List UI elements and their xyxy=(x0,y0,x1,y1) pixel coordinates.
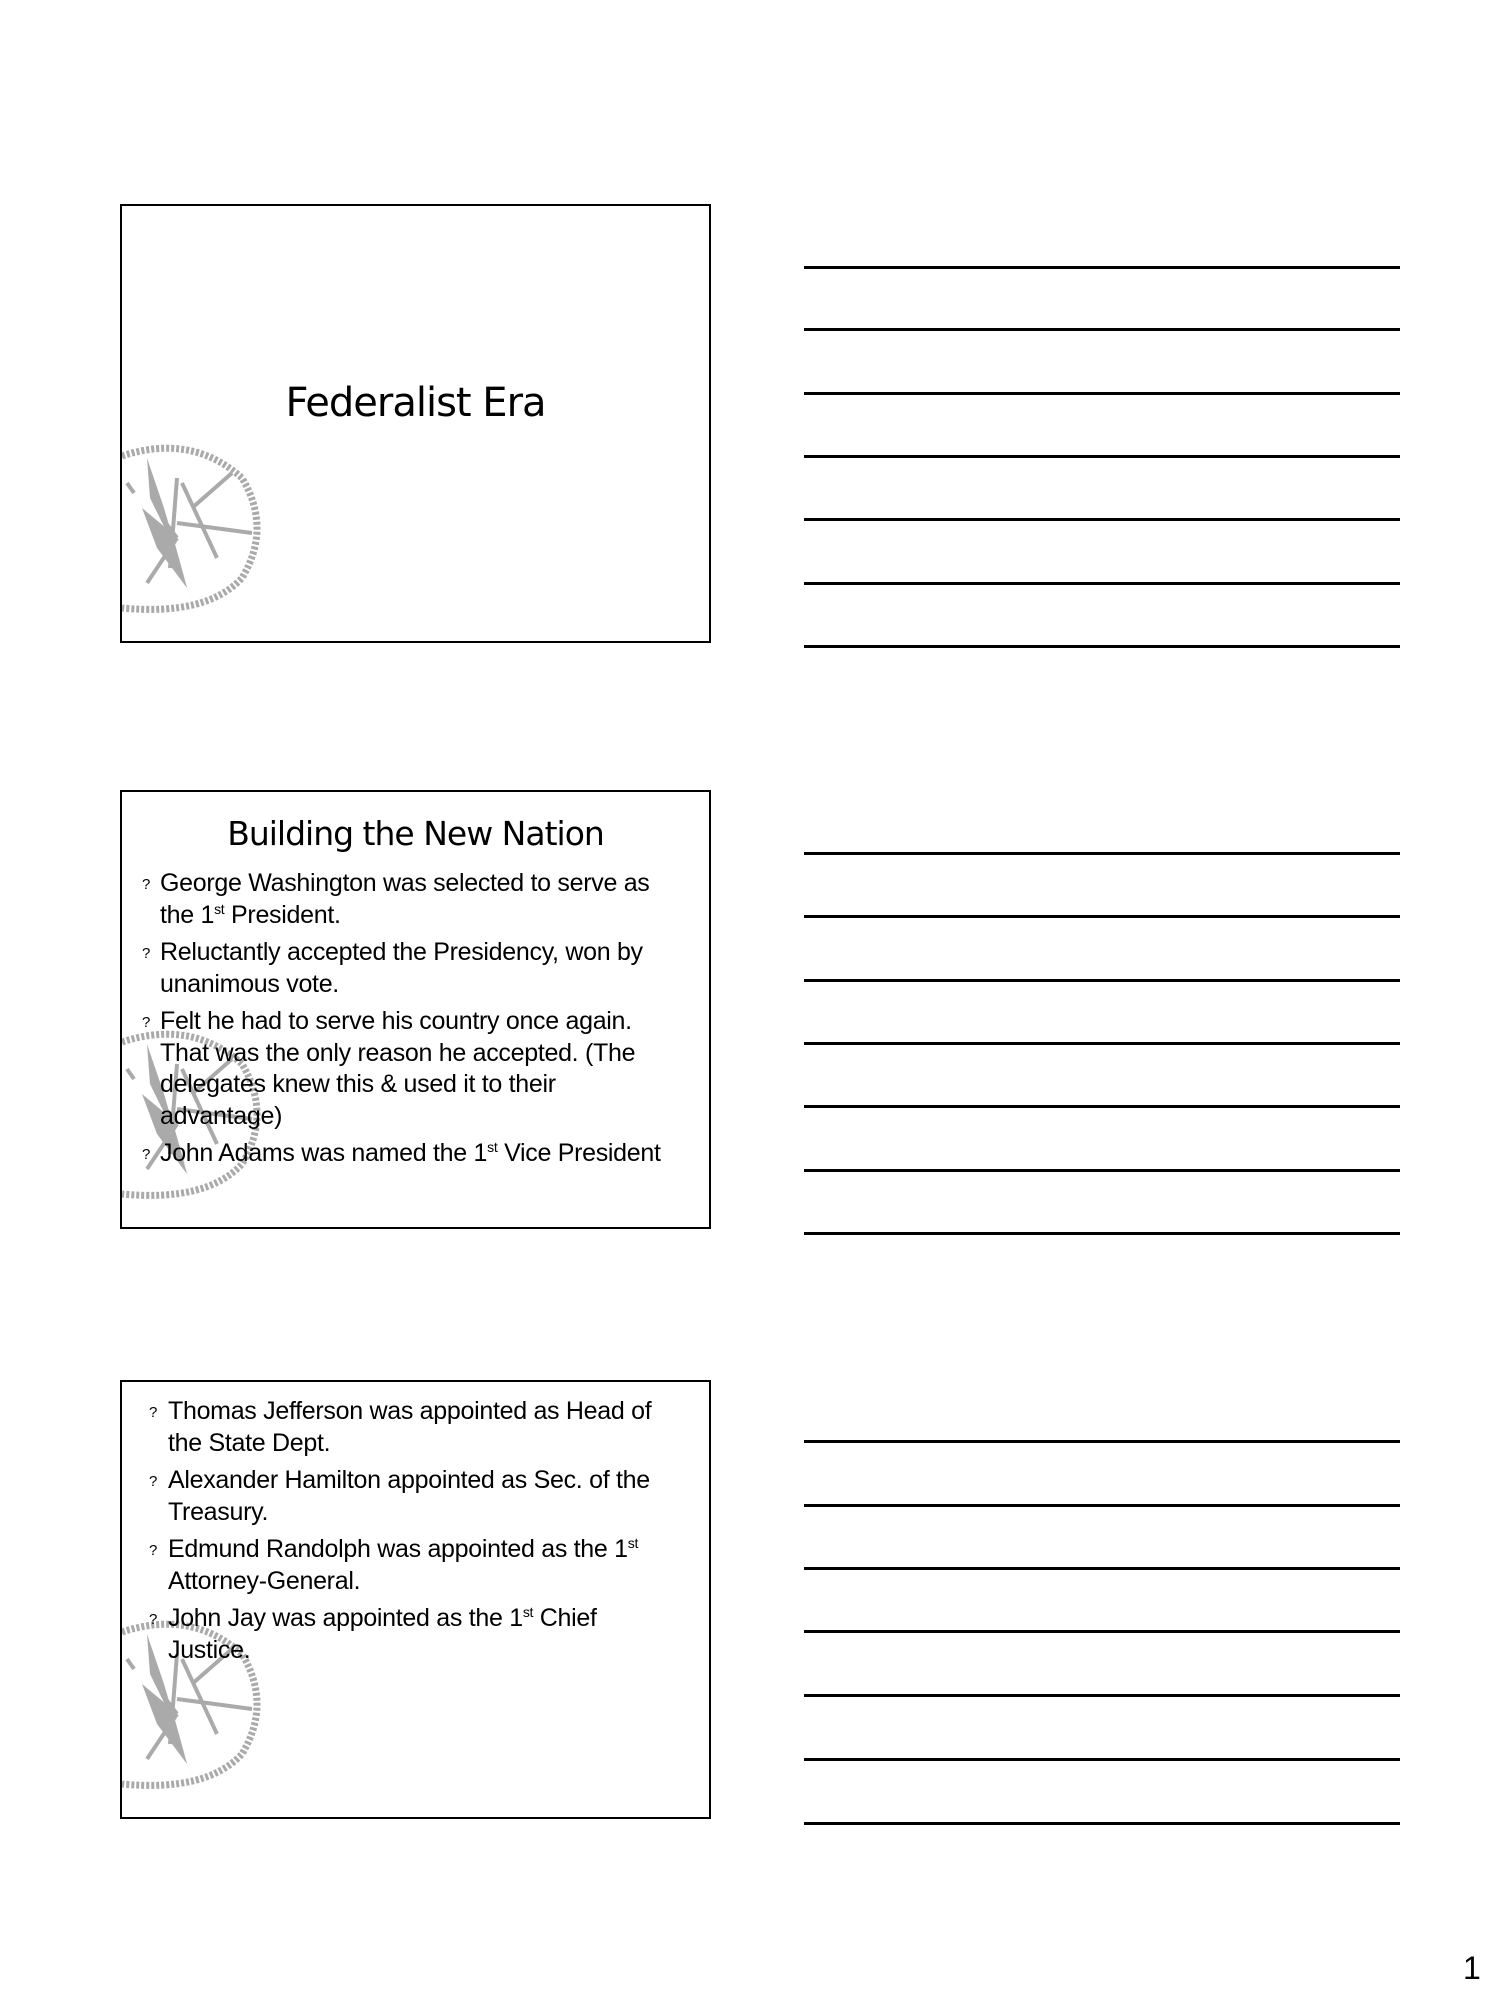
bullet-list xyxy=(122,868,709,1176)
text-segment: Alexander Hamilton appointed as Sec. of the xyxy=(168,1466,650,1494)
superscript: st xyxy=(522,1604,534,1620)
note-line xyxy=(804,852,1400,855)
superscript: st xyxy=(214,900,225,917)
text-segment: delegates knew this & used it to their xyxy=(160,1070,556,1098)
note-line xyxy=(804,1822,1400,1825)
note-line xyxy=(804,1504,1400,1507)
text-segment: the 1 xyxy=(160,900,215,929)
bullet-line xyxy=(122,1396,709,1428)
text-segment: John Adams was named the 1 xyxy=(160,1139,488,1167)
text-segment: Reluctantly accepted the Presidency, won by xyxy=(160,938,643,966)
bullet-item xyxy=(122,1138,709,1170)
text-segment: Treasury. xyxy=(168,1497,269,1526)
bullet-marker: ? xyxy=(149,1404,158,1421)
bullet-marker: ? xyxy=(142,1014,151,1031)
text-segment: Justice. xyxy=(168,1635,251,1664)
bullet-line xyxy=(122,1138,709,1170)
bullet-item xyxy=(122,1006,709,1132)
note-line xyxy=(804,915,1400,918)
note-line xyxy=(804,1630,1400,1633)
bullet-marker: ? xyxy=(149,1542,158,1559)
slide-title: Federalist Era xyxy=(285,380,546,426)
text-segment: advantage) xyxy=(160,1101,283,1130)
text-segment: That was the only reason he accepted. (The xyxy=(160,1038,636,1067)
text-segment: Attorney-General. xyxy=(168,1566,361,1595)
bullet-line xyxy=(122,1069,709,1101)
bullet-line xyxy=(122,1497,709,1529)
text-segment: Vice President xyxy=(497,1139,661,1167)
note-line xyxy=(804,1232,1400,1235)
slide-title: Building the New Nation xyxy=(227,814,604,853)
bullet-line xyxy=(122,1603,709,1635)
bullet-line xyxy=(122,900,709,932)
bullet-marker: ? xyxy=(142,876,151,893)
text-segment: Thomas Jefferson was appointed as Head of xyxy=(168,1397,652,1425)
bullet-line xyxy=(122,1534,709,1566)
slide-3 xyxy=(120,1380,711,1819)
bullet-line xyxy=(122,1635,709,1667)
bullet-line xyxy=(122,969,709,1001)
bullet-item xyxy=(122,1534,709,1597)
bullet-item xyxy=(122,937,709,1000)
note-line xyxy=(804,1169,1400,1172)
note-line xyxy=(804,518,1400,521)
bullet-line xyxy=(122,868,709,900)
bullet-list xyxy=(122,1396,709,1672)
text-segment: President. xyxy=(224,900,341,929)
text-segment: Felt he had to serve his country once again. xyxy=(160,1007,632,1035)
bullet-item xyxy=(122,1396,709,1459)
note-line xyxy=(804,1758,1400,1761)
bullet-item xyxy=(122,1603,709,1666)
note-line xyxy=(804,1694,1400,1697)
bullet-line xyxy=(122,1006,709,1038)
text-segment: Edmund Randolph was appointed as the 1 xyxy=(168,1535,628,1563)
superscript: st xyxy=(487,1139,498,1155)
note-line xyxy=(804,266,1400,269)
bullet-line xyxy=(122,1101,709,1133)
bullet-item xyxy=(122,868,709,931)
note-line xyxy=(804,645,1400,648)
note-line xyxy=(804,979,1400,982)
note-line xyxy=(804,1440,1400,1443)
slide-2 xyxy=(120,790,711,1229)
bullet-marker: ? xyxy=(149,1611,158,1628)
bullet-line xyxy=(122,1566,709,1598)
bullet-marker: ? xyxy=(149,1473,158,1490)
bullet-line xyxy=(122,937,709,969)
slide-1 xyxy=(120,204,711,643)
note-line xyxy=(804,1105,1400,1108)
note-line xyxy=(804,582,1400,585)
bullet-marker: ? xyxy=(142,1146,151,1163)
compass-icon xyxy=(122,438,267,616)
bullet-marker: ? xyxy=(142,945,151,962)
note-line xyxy=(804,1567,1400,1570)
note-line xyxy=(804,1042,1400,1045)
bullet-item xyxy=(122,1465,709,1528)
text-segment: Chief xyxy=(533,1604,597,1632)
note-line xyxy=(804,392,1400,395)
text-segment: unanimous vote. xyxy=(160,969,339,998)
bullet-line xyxy=(122,1038,709,1070)
note-line xyxy=(804,455,1400,458)
bullet-line xyxy=(122,1465,709,1497)
text-segment: John Jay was appointed as the 1 xyxy=(168,1604,523,1632)
text-segment: the State Dept. xyxy=(168,1428,331,1457)
note-line xyxy=(804,328,1400,331)
page-number: 1 xyxy=(1463,1950,1481,1986)
text-segment: George Washington was selected to serve as xyxy=(160,869,650,897)
bullet-line xyxy=(122,1428,709,1460)
superscript: st xyxy=(627,1535,639,1551)
